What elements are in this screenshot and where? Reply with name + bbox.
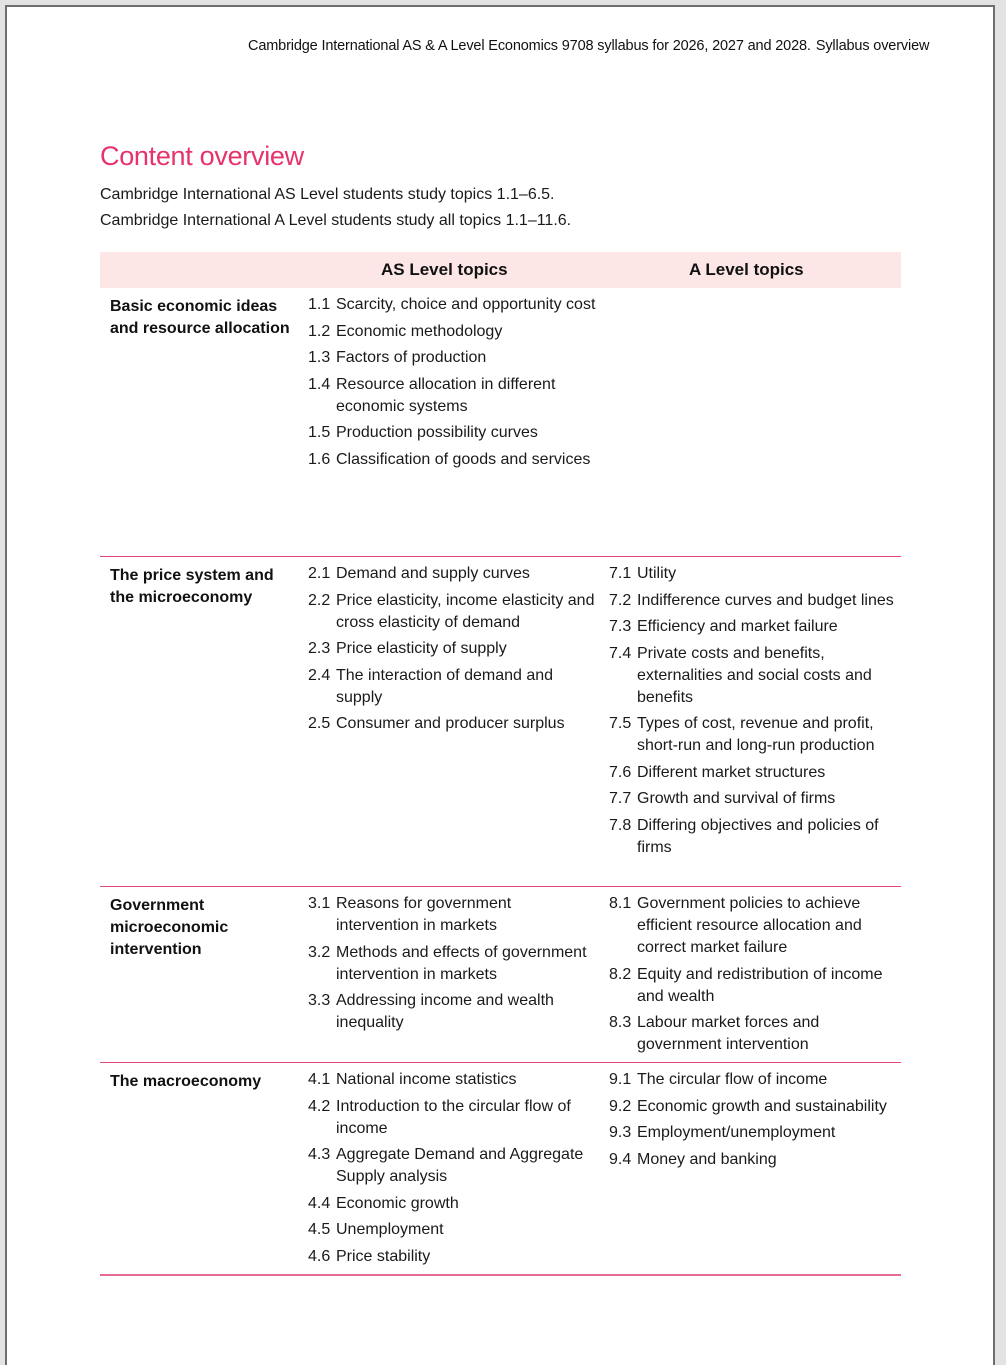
topic-number: 1.6 xyxy=(308,450,331,468)
topic-item xyxy=(609,590,901,612)
intro-a-level: Cambridge International A Level students study all topics 1.1–11.6. xyxy=(100,212,572,229)
topic-category: The price system and the microeconomy xyxy=(110,567,274,606)
topic-item xyxy=(308,1246,598,1268)
table-body xyxy=(100,288,901,1276)
topic-number: 7.8 xyxy=(609,816,632,834)
topic-item xyxy=(308,374,598,418)
topic-title: Utility xyxy=(637,565,677,582)
topic-title: The circular flow of income xyxy=(637,1071,828,1088)
topic-title: Economic growth and sustainability xyxy=(637,1097,887,1115)
topic-number: 3.3 xyxy=(308,992,331,1009)
a-level-topics xyxy=(609,1069,901,1175)
topic-number: 1.3 xyxy=(308,349,331,366)
topic-item xyxy=(308,422,598,444)
topic-item xyxy=(308,1144,598,1188)
topic-title: Differing objectives and policies of firms xyxy=(637,816,879,856)
topic-item xyxy=(609,815,901,859)
topic-title: National income statistics xyxy=(336,1071,517,1088)
topic-title: Price elasticity of supply xyxy=(336,640,507,657)
topic-item xyxy=(308,1193,598,1215)
topic-number: 4.3 xyxy=(308,1146,331,1163)
topic-title: Consumer and producer surplus xyxy=(336,715,565,732)
topic-title: Methods and effects of government intervention in markets xyxy=(336,943,587,983)
topic-title: Reasons for government intervention in markets xyxy=(336,895,512,934)
topic-item xyxy=(609,643,901,709)
topic-title: Employment/unemployment xyxy=(637,1124,836,1141)
section-name: Syllabus overview xyxy=(815,38,930,54)
topic-title: Economic methodology xyxy=(336,322,503,340)
topic-number: 8.2 xyxy=(609,965,632,983)
topic-title: Production possibility curves xyxy=(336,424,538,441)
topic-title: Unemployment xyxy=(336,1221,444,1238)
topic-number: 4.4 xyxy=(308,1194,331,1212)
topic-item xyxy=(308,347,598,369)
topic-item xyxy=(308,942,598,986)
table-header xyxy=(100,252,901,288)
intro-text xyxy=(100,182,571,234)
column-header-as-level: AS Level topics xyxy=(381,260,508,279)
as-level-topics xyxy=(308,294,598,475)
topic-item xyxy=(609,563,901,585)
content-overview-table xyxy=(100,252,901,1276)
topic-item xyxy=(609,713,901,757)
topic-number: 4.6 xyxy=(308,1247,331,1265)
table-row xyxy=(100,887,901,1063)
topic-title: Aggregate Demand and Aggregate Supply analysis xyxy=(336,1146,584,1185)
topic-number: 2.1 xyxy=(308,565,331,582)
topic-number: 9.3 xyxy=(609,1124,632,1141)
topic-number: 4.5 xyxy=(308,1221,331,1238)
a-level-topics xyxy=(609,563,901,863)
topic-item xyxy=(308,563,598,585)
as-level-topics xyxy=(308,563,598,740)
topic-number: 3.2 xyxy=(308,943,331,961)
topic-number: 8.3 xyxy=(609,1014,632,1031)
topic-number: 8.1 xyxy=(609,895,632,912)
topic-number: 9.4 xyxy=(609,1150,632,1168)
topic-number: 7.2 xyxy=(609,591,632,609)
page-title: Content overview xyxy=(100,141,304,171)
column-header-a-level: A Level topics xyxy=(689,260,804,279)
topic-item xyxy=(308,893,598,937)
topic-number: 2.5 xyxy=(308,715,331,732)
topic-number: 1.4 xyxy=(308,375,331,393)
topic-item xyxy=(308,321,598,343)
topic-title: Efficiency and market failure xyxy=(637,618,838,635)
table-row xyxy=(100,288,901,557)
topic-title: Addressing income and wealth inequality xyxy=(336,992,554,1031)
topic-title: Scarcity, choice and opportunity cost xyxy=(336,296,596,313)
topic-number: 4.2 xyxy=(308,1097,331,1115)
topic-number: 9.1 xyxy=(609,1071,632,1088)
topic-title: Demand and supply curves xyxy=(336,565,530,582)
topic-title: The interaction of demand and supply xyxy=(336,666,554,706)
running-header xyxy=(248,38,929,54)
topic-number: 7.6 xyxy=(609,763,632,781)
topic-number: 7.1 xyxy=(609,565,632,582)
topic-title: Price stability xyxy=(336,1247,431,1265)
topic-number: 9.2 xyxy=(609,1097,632,1115)
topic-category: The macroeconomy xyxy=(110,1073,262,1090)
topic-item xyxy=(308,1069,598,1091)
topic-number: 2.3 xyxy=(308,640,331,657)
topic-title: Indifference curves and budget lines xyxy=(637,591,894,609)
topic-item xyxy=(308,665,598,709)
topic-item xyxy=(609,893,901,959)
topic-number: 2.2 xyxy=(308,591,331,609)
topic-title: Government policies to achieve efficient resource allocation and correct market failure xyxy=(637,895,862,956)
as-level-topics xyxy=(308,1069,598,1272)
topic-title: Types of cost, revenue and profit, short-run and long-run production xyxy=(637,715,875,754)
topic-number: 3.1 xyxy=(308,895,331,912)
topic-item xyxy=(609,788,901,810)
topic-title: Classification of goods and services xyxy=(336,450,591,468)
topic-item xyxy=(308,638,598,660)
topic-item xyxy=(609,1069,901,1091)
topic-category: Government microeconomic intervention xyxy=(110,897,229,958)
topic-item xyxy=(609,1012,901,1056)
topic-item xyxy=(609,1149,901,1171)
topic-title: Private costs and benefits, externalities and social costs and benefits xyxy=(637,644,872,706)
topic-title: Resource allocation in different economic systems xyxy=(336,375,556,415)
topic-title: Money and banking xyxy=(637,1150,777,1168)
table-row xyxy=(100,1063,901,1276)
topic-item xyxy=(308,294,598,316)
topic-item xyxy=(308,1219,598,1241)
topic-title: Economic growth xyxy=(336,1194,459,1212)
topic-item xyxy=(308,590,598,634)
a-level-topics xyxy=(609,893,901,1061)
topic-title: Labour market forces and government intervention xyxy=(637,1014,820,1053)
topic-category: Basic economic ideas and resource allocation xyxy=(110,298,290,337)
topic-item xyxy=(609,964,901,1008)
topic-item xyxy=(308,990,598,1034)
table-row xyxy=(100,557,901,887)
topic-title: Different market structures xyxy=(637,763,826,781)
topic-item xyxy=(308,713,598,735)
topic-title: Growth and survival of firms xyxy=(637,790,836,807)
topic-number: 1.1 xyxy=(308,296,331,313)
topic-title: Introduction to the circular flow of income xyxy=(336,1097,571,1137)
topic-number: 7.4 xyxy=(609,644,632,662)
topic-title: Price elasticity, income elasticity and cross elasticity of demand xyxy=(336,591,595,631)
topic-item xyxy=(609,1122,901,1144)
topic-item xyxy=(609,616,901,638)
as-level-topics xyxy=(308,893,598,1039)
topic-number: 7.3 xyxy=(609,618,632,635)
topic-number: 1.5 xyxy=(308,424,331,441)
topic-item xyxy=(609,762,901,784)
intro-as-level: Cambridge International AS Level students study topics 1.1–6.5. xyxy=(100,186,555,203)
topic-title: Equity and redistribution of income and wealth xyxy=(637,965,883,1005)
topic-title: Factors of production xyxy=(336,349,487,366)
topic-item xyxy=(609,1096,901,1118)
running-title: Cambridge International AS & A Level Economics 9708 syllabus for 2026, 2027 and 2028. xyxy=(248,38,811,54)
topic-number: 2.4 xyxy=(308,666,331,684)
topic-number: 7.5 xyxy=(609,715,632,732)
topic-item xyxy=(308,1096,598,1140)
topic-item xyxy=(308,449,598,471)
topic-number: 7.7 xyxy=(609,790,632,807)
topic-number: 1.2 xyxy=(308,322,331,340)
topic-number: 4.1 xyxy=(308,1071,331,1088)
